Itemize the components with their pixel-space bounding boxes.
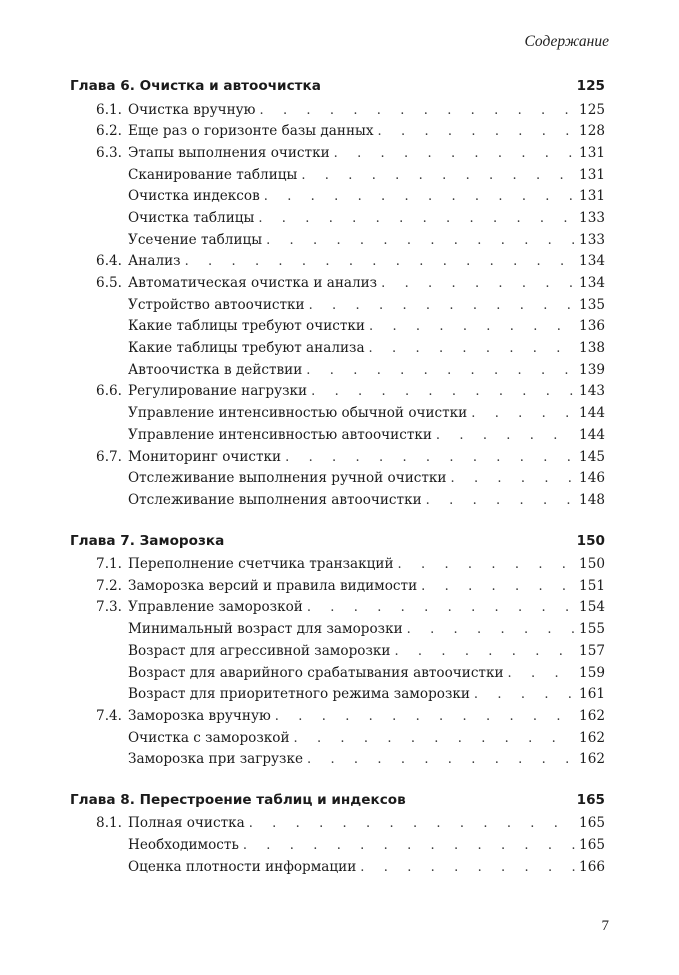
entry-page: 143 [579,383,605,400]
subsection-title: Возраст для агрессивной заморозки [128,642,391,659]
dot-leader [309,298,575,313]
toc-entry[interactable] [70,297,605,319]
entry-page: 165 [579,815,605,832]
entry-page: 136 [579,318,605,335]
section-number: 6.7. [96,448,122,465]
dot-leader [381,276,575,291]
entry-page: 134 [579,275,605,291]
subsection-title: Автоочистка в действии [128,361,303,378]
subsection-title: Отслеживание выполнения автоочистки [128,491,422,508]
dot-leader [426,493,575,508]
dot-leader [294,731,576,746]
entry-page: 138 [579,340,605,357]
chapter-page: 165 [576,791,605,808]
toc-entry[interactable] [70,708,605,730]
chapter-heading[interactable] [70,533,605,557]
chapter-page: 150 [576,532,605,549]
entry-page: 133 [579,209,605,226]
toc-entry[interactable] [70,449,605,471]
entry-page: 134 [579,253,605,270]
section-number: 7.2. [96,577,122,594]
subsection-title: Минимальный возраст для заморозки [128,621,403,638]
dot-leader [398,557,576,572]
toc-entry[interactable] [70,621,605,643]
chapter-title: Глава 7. Заморозка [70,532,225,549]
chapter-block [70,78,605,514]
section-title: Автоматическая очистка и анализ [128,275,378,291]
entry-page: 155 [579,621,605,638]
dot-leader [285,450,575,465]
subsection-title: Управление интенсивностью обычной очистки [128,405,468,422]
subsection-title: Какие таблицы требуют очистки [128,318,365,335]
toc-entry[interactable] [70,123,605,145]
dot-leader [508,666,576,681]
entry-page: 161 [579,686,605,703]
toc-entry[interactable] [70,686,605,708]
section-number: 8.1. [96,815,122,832]
entry-page: 148 [579,491,605,508]
toc-entry[interactable] [70,599,605,621]
toc-entry[interactable] [70,556,605,578]
chapter-block [70,792,605,881]
toc-entry[interactable] [70,730,605,752]
subsection-title: Очистка индексов [128,188,260,205]
chapter-title: Глава 6. Очистка и автоочистка [70,78,321,94]
toc-entry[interactable] [70,815,605,837]
entry-page: 150 [579,556,605,573]
section-number: 6.1. [96,101,122,118]
subsection-title: Управление интенсивностью автоочистки [128,426,432,443]
dot-leader [474,687,575,702]
dot-leader [264,189,575,204]
dot-leader [307,752,575,767]
dot-leader [369,319,575,334]
entry-page: 131 [579,144,605,161]
entry-page: 128 [579,123,605,140]
section-title: Заморозка версий и правила видимости [128,577,418,594]
toc-entry[interactable] [70,167,605,189]
section-title: Очистка вручную [128,101,256,118]
dot-leader [394,644,575,659]
entry-page: 162 [579,729,605,746]
subsection-title: Сканирование таблицы [128,166,298,183]
page-number: 7 [601,918,609,934]
dot-leader [249,816,575,831]
chapter-heading[interactable] [70,78,605,102]
chapter-page: 125 [576,78,605,94]
entry-page: 157 [579,642,605,659]
section-title: Регулирование нагрузки [128,383,308,400]
dot-leader [334,146,575,161]
toc-entry[interactable] [70,837,605,859]
entry-page: 165 [579,837,605,854]
dot-leader [436,428,575,443]
toc-entry[interactable] [70,492,605,514]
section-title: Этапы выполнения очистки [128,144,330,161]
subsection-title: Необходимость [128,837,239,854]
toc-entry[interactable] [70,643,605,665]
running-header: Содержание [524,33,609,50]
entry-page: 144 [579,405,605,422]
section-title: Анализ [128,253,181,270]
dot-leader [421,579,575,594]
dot-leader [311,384,575,399]
entry-page: 145 [579,448,605,465]
entry-page: 135 [579,296,605,313]
toc-entry[interactable] [70,340,605,362]
section-number: 6.3. [96,144,122,161]
chapter-heading[interactable] [70,792,605,816]
dot-leader [258,211,575,226]
dot-leader [259,103,575,118]
toc-entry[interactable] [70,470,605,492]
toc-entry[interactable] [70,102,605,124]
dot-leader [471,406,575,421]
toc-entry[interactable] [70,751,605,773]
section-number: 6.4. [96,253,122,270]
entry-page: 131 [579,166,605,183]
toc-entry[interactable] [70,318,605,340]
toc-entry[interactable] [70,362,605,384]
toc-entry[interactable] [70,210,605,232]
subsection-title: Возраст для приоритетного режима заморозки [128,686,470,703]
toc-entry[interactable] [70,188,605,210]
chapter-title: Глава 8. Перестроение таблиц и индексов [70,791,406,808]
entry-page: 166 [579,858,605,875]
toc-entry[interactable] [70,232,605,254]
dot-leader [301,168,575,183]
subsection-title: Очистка с заморозкой [128,729,290,746]
entry-page: 154 [579,599,605,616]
dot-leader [378,124,576,139]
subsection-title: Устройство автоочистки [128,296,305,313]
section-title: Заморозка вручную [128,707,271,724]
section-title: Полная очистка [128,815,245,832]
dot-leader [185,254,575,269]
section-title: Переполнение счетчика транзакций [128,556,394,573]
section-title: Еще раз о горизонте базы данных [128,123,374,140]
section-title: Мониторинг очистки [128,448,282,465]
entry-page: 139 [579,361,605,378]
section-title: Управление заморозкой [128,599,303,616]
section-number: 7.3. [96,599,122,616]
toc-entry[interactable] [70,383,605,405]
dot-leader [243,838,575,853]
subsection-title: Какие таблицы требуют анализа [128,340,365,357]
dot-leader [306,363,575,378]
section-number: 6.5. [96,275,122,291]
section-number: 6.2. [96,123,122,140]
table-of-contents [70,78,605,900]
subsection-title: Заморозка при загрузке [128,751,303,768]
subsection-title: Оценка плотности информации [128,858,357,875]
entry-page: 131 [579,188,605,205]
entry-page: 133 [579,231,605,248]
toc-entry[interactable] [70,145,605,167]
entry-page: 159 [579,664,605,681]
dot-leader [450,471,575,486]
toc-entry[interactable] [70,275,605,297]
chapter-block [70,533,605,773]
subsection-title: Усечение таблицы [128,231,263,248]
section-number: 7.4. [96,707,122,724]
toc-entry[interactable] [70,427,605,449]
subsection-title: Возраст для аварийного срабатывания автоочистки [128,664,504,681]
entry-page: 151 [579,577,605,594]
entry-page: 125 [579,101,605,118]
entry-page: 162 [579,751,605,768]
dot-leader [307,600,575,615]
section-number: 7.1. [96,556,122,573]
entry-page: 146 [579,470,605,487]
dot-leader [407,622,575,637]
section-number: 6.6. [96,383,122,400]
dot-leader [360,860,575,875]
dot-leader [275,709,575,724]
subsection-title: Отслеживание выполнения ручной очистки [128,470,447,487]
entry-page: 162 [579,707,605,724]
subsection-title: Очистка таблицы [128,209,255,226]
dot-leader [369,341,576,356]
entry-page: 144 [579,426,605,443]
toc-entry[interactable] [70,665,605,687]
dot-leader [266,233,575,248]
toc-entry[interactable] [70,253,605,275]
toc-entry[interactable] [70,859,605,881]
toc-entry[interactable] [70,578,605,600]
toc-entry[interactable] [70,405,605,427]
